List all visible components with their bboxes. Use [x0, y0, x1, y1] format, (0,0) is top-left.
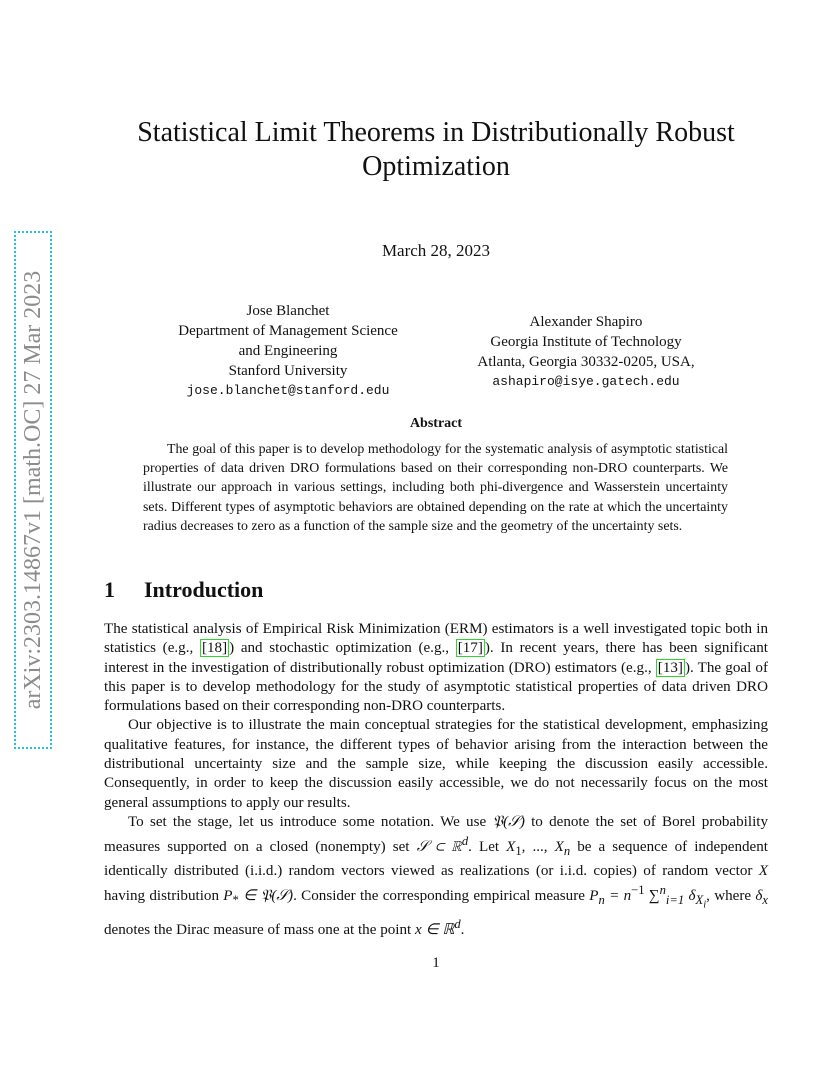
- arxiv-stamp: [14, 231, 52, 749]
- text-run: be a sequence of independent identically distributed (i.i.d.) random vectors viewed as realizations (or i.i.d. copies) of random vector: [104, 839, 768, 879]
- math: ∑: [644, 887, 660, 904]
- text-run: . Let: [468, 839, 507, 856]
- math: X: [506, 839, 516, 856]
- math: δ: [684, 887, 696, 904]
- math: P: [223, 887, 233, 904]
- text-run: , where: [706, 887, 756, 904]
- body-text: [104, 620, 768, 940]
- math: i=1: [665, 892, 685, 907]
- text-run: . Consider the corresponding empirical measure: [293, 887, 590, 904]
- citation-link[interactable]: [18]: [201, 640, 228, 657]
- section-number: 1: [104, 577, 115, 602]
- math: 𝔓(𝒮): [492, 813, 525, 830]
- math: d: [461, 834, 469, 849]
- author-name: Jose Blanchet: [246, 303, 330, 319]
- author-affiliation: Department of Management Science: [178, 323, 398, 339]
- text-run: The statistical analysis of Empirical Risk Minimization (ERM) estimators is a well investigated topic both in statistics (e.g.,: [104, 621, 768, 657]
- text-run: ) and stochastic optimization (e.g.,: [229, 640, 456, 657]
- text-run: .: [460, 921, 465, 938]
- author-block-blanchet: [150, 301, 426, 401]
- author-affiliation: and Engineering: [238, 343, 338, 359]
- math: ∈ 𝔓(𝒮): [238, 887, 294, 904]
- author-email[interactable]: jose.blanchet@stanford.edu: [186, 383, 390, 398]
- author-affiliation: Atlanta, Georgia 30332-0205, USA,: [477, 354, 695, 370]
- math: X: [758, 862, 768, 879]
- text-run: ). The goal of this paper is to develop methodology for the study of asymptotic statistical properties of data driven DRO formulations based on their corresponding non-DRO counterparts.: [104, 659, 769, 715]
- paragraph: [104, 620, 768, 716]
- math: 𝒮 ⊂ ℝ: [416, 839, 462, 856]
- author-name: Alexander Shapiro: [529, 314, 643, 330]
- section-title: Introduction: [144, 577, 264, 602]
- author-affiliation: Stanford University: [228, 363, 348, 379]
- title-line-1: Statistical Limit Theorems in Distributionally Robust: [137, 117, 735, 148]
- math: = n: [604, 887, 632, 904]
- text-run: to denote the set of Borel probability measures supported on a closed (nonempty) set: [104, 813, 769, 856]
- arxiv-identifier[interactable]: arXiv:2303.14867v1 [math.OC] 27 Mar 2023: [20, 270, 46, 710]
- math: x: [762, 892, 768, 907]
- math: n: [659, 882, 666, 897]
- math: X: [695, 892, 704, 907]
- paper-title: [104, 116, 768, 184]
- paper-date: March 28, 2023: [381, 241, 491, 260]
- math: [695, 892, 707, 911]
- section-heading: [104, 577, 263, 603]
- paragraph: Our objective is to illustrate the main conceptual strategies for the statistical development, emphasizing qualitative features, for instance, the different types of behavior arising from the interaction between the distributional uncertainty size and the sample size, while keeping the discussion easily accessible. Consequently, in order to keep the discussion easily accessible, we do not necessarily focus on the most general assumptions to apply our results.: [104, 717, 768, 811]
- author-affiliation: Georgia Institute of Technology: [490, 334, 682, 350]
- title-line-2: Optimization: [362, 151, 510, 182]
- math: d: [454, 916, 461, 931]
- math: n: [598, 892, 605, 907]
- math: n: [563, 844, 571, 859]
- math: −1: [631, 882, 645, 897]
- author-email[interactable]: ashapiro@isye.gatech.edu: [492, 374, 680, 389]
- abstract-text: The goal of this paper is to develop methodology for the systematic analysis of asymptotic statistical properties of data driven DRO formulations based on their corresponding non-DRO counterparts. We illustrate our approach in various settings, including both phi-divergence and Wasserstein uncertainty sets. Different types of asymptotic behaviors are obtained depending on the rate at which the uncertainty radius decreases to zero as a function of the sample size and the geometry of the uncertainty sets.: [143, 442, 728, 534]
- text-run: ). In recent years, there has been significant interest in the investigation of distributionally robust optimization (DRO) estimators (e.g.,: [104, 640, 768, 676]
- citation-link[interactable]: [13]: [657, 659, 683, 676]
- author-block-shapiro: [448, 312, 724, 392]
- page-number: 1: [432, 955, 440, 971]
- math: *: [232, 892, 239, 907]
- text-run: having distribution: [104, 887, 224, 904]
- math: 1: [515, 844, 522, 859]
- text-run: To set the stage, let us introduce some notation. We use: [128, 813, 493, 830]
- text-run: , ...,: [521, 839, 555, 856]
- math: δ: [755, 887, 763, 904]
- abstract-heading: Abstract: [409, 416, 463, 431]
- math: x ∈ ℝ: [415, 921, 455, 938]
- text-run: denotes the Dirac measure of mass one at the point: [104, 921, 415, 938]
- math: X: [554, 839, 564, 856]
- math: P: [589, 887, 599, 904]
- paragraph: [104, 813, 768, 940]
- citation-link[interactable]: [17]: [457, 640, 483, 657]
- math: i: [703, 899, 707, 911]
